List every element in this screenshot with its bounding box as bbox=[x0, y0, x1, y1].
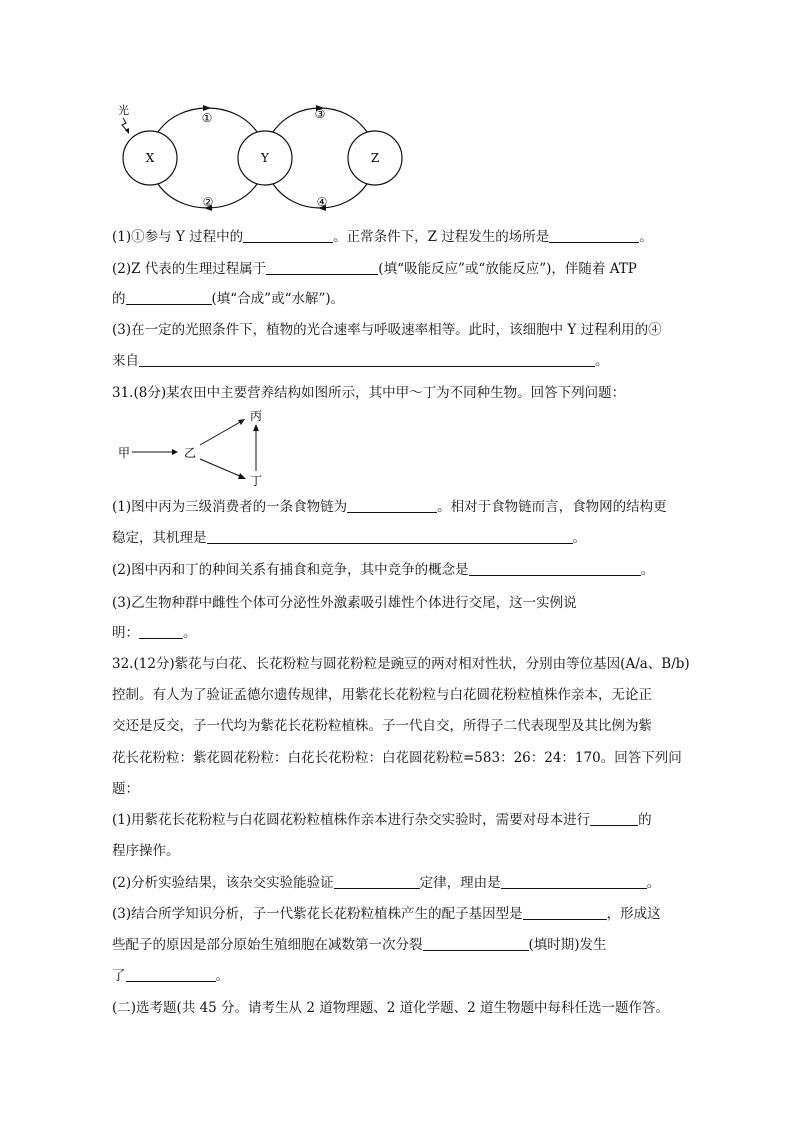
node-yi: 乙 bbox=[184, 446, 197, 460]
answer-blank[interactable] bbox=[126, 965, 216, 982]
q30-part2: (2)Z 代表的生理过程属于 (填“吸能反应”或“放能反应”)，伴随着 ATP bbox=[112, 255, 684, 283]
answer-blank[interactable] bbox=[469, 559, 641, 576]
node-x-label: X bbox=[145, 151, 155, 165]
q31-part3: (3)乙生物种群中雌性个体可分泌性外激素吸引雄性个体进行交尾，这一实例说 bbox=[112, 595, 577, 611]
q32-stem-line2: 控制。有人为了验证孟德尔遗传规律，用紫花长花粉粒与白花圆花粉粒植株作亲本，无论正 bbox=[112, 687, 652, 703]
q30-part3-cont: 来自 。 bbox=[112, 347, 684, 375]
q30-part2-cont: 的 (填“合成”或“水解”)。 bbox=[112, 285, 684, 313]
answer-blank[interactable] bbox=[501, 872, 647, 889]
arrow-label-1: ① bbox=[201, 111, 213, 125]
q31-part3-cont: 明： 。 bbox=[112, 619, 684, 647]
answer-blank[interactable] bbox=[126, 288, 212, 305]
q32-stem-line5: 题： bbox=[112, 781, 139, 797]
q32-stem-line3: 交还是反交，子一代均为紫花长花粉粒植株。子一代自交，所得子二代表现型及其比例为紫 bbox=[112, 718, 652, 734]
node-jia: 甲 bbox=[118, 446, 131, 460]
q30-part3: (3)在一定的光照条件下，植物的光合速率与呼吸速率相等。此时，该细胞中 Y 过程利用的④ bbox=[112, 322, 662, 338]
q32-stem-line1: 32.(12分)紫花与白花、长花粉粒与圆花粉粒是豌豆的两对相对性状，分别由等位基因(A/a、B/b) bbox=[112, 656, 690, 672]
answer-blank[interactable] bbox=[266, 258, 378, 275]
answer-blank[interactable] bbox=[423, 934, 529, 951]
answer-blank[interactable] bbox=[347, 496, 437, 513]
answer-blank[interactable] bbox=[243, 226, 333, 243]
answer-blank[interactable] bbox=[549, 226, 639, 243]
arrow-label-4: ④ bbox=[316, 195, 328, 209]
answer-blank[interactable] bbox=[334, 872, 420, 889]
q32-part1: (1)用紫花长花粉粒与白花圆花粉粒植株作亲本进行杂交实验时，需要对母本进行 的 bbox=[112, 806, 684, 834]
arrow-label-2: ② bbox=[202, 195, 214, 209]
answer-blank[interactable] bbox=[139, 350, 595, 367]
cycle-diagram bbox=[110, 96, 430, 221]
q32-part3-cont2: 了 。 bbox=[112, 962, 684, 990]
section-2-heading: (二)选考题(共 45 分。请考生从 2 道物理题、2 道化学题、2 道生物题中每科任选一题作答。 bbox=[112, 1000, 669, 1016]
food-web-diagram bbox=[112, 405, 282, 489]
node-bing: 丙 bbox=[250, 409, 263, 423]
q31-part1: (1)图中丙为三级消费者的一条食物链为 。相对于食物链而言，食物网的结构更 bbox=[112, 493, 684, 521]
q32-stem-line4: 花长花粉粒：紫花圆花粉粒：白花长花粉粒：白花圆花粉粒=583：26：24：170。回答下列问 bbox=[112, 750, 682, 766]
light-label: 光 bbox=[118, 104, 129, 117]
edge-yi-ding bbox=[200, 459, 242, 477]
q32-part3-cont: 些配子的原因是部分原始生殖细胞在减数第一次分裂 (填时期)发生 bbox=[112, 931, 684, 959]
q32-part2: (2)分析实验结果，该杂交实验能验证 定律，理由是 。 bbox=[112, 869, 684, 897]
answer-blank[interactable] bbox=[207, 527, 573, 544]
answer-blank[interactable] bbox=[523, 903, 607, 920]
q31-part2: (2)图中丙和丁的种间关系有捕食和竞争，其中竞争的概念是 。 bbox=[112, 556, 684, 584]
edge-yi-bing bbox=[200, 421, 242, 445]
arrow-label-3: ③ bbox=[314, 107, 326, 121]
answer-blank[interactable] bbox=[590, 809, 638, 826]
answer-blank[interactable] bbox=[139, 622, 183, 639]
node-ding: 丁 bbox=[250, 474, 263, 488]
node-z-label: Z bbox=[370, 151, 380, 165]
q31-part1-cont: 稳定，其机理是 。 bbox=[112, 524, 684, 552]
q30-part1: (1)①参与 Y 过程中的 。正常条件下，Z 过程发生的场所是 。 bbox=[112, 223, 684, 251]
q32-part3: (3)结合所学知识分析，子一代紫花长花粉粒植株产生的配子基因型是 ，形成这 bbox=[112, 900, 684, 928]
node-y-label: Y bbox=[261, 151, 269, 165]
q32-part1-cont: 程序操作。 bbox=[112, 843, 180, 859]
q31-stem: 31.(8分)某农田中主要营养结构如图所示，其中甲～丁为不同种生物。回答下列问题： bbox=[112, 385, 626, 401]
